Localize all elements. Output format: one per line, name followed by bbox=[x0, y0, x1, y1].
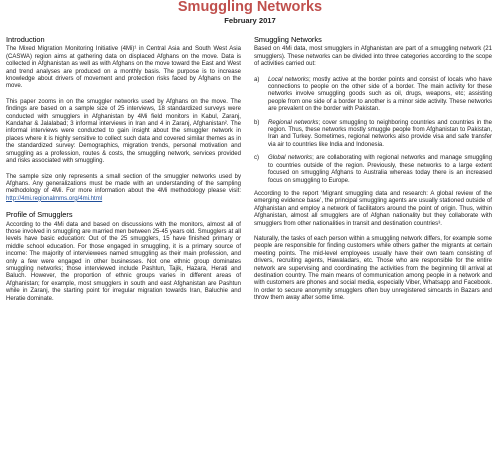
list-marker: a) bbox=[254, 76, 260, 83]
list-item-text bbox=[268, 77, 492, 114]
methodology-link[interactable]: http://4mi.regionalmms.org/4mi.html bbox=[6, 195, 103, 202]
networks-heading: Smuggling Networks bbox=[254, 35, 322, 44]
list-marker: c) bbox=[254, 155, 260, 162]
list-item-label: Regional networks bbox=[268, 119, 319, 126]
introduction-paragraph-3 bbox=[6, 174, 241, 204]
list-item-body: ; mostly active at the border points and consist of locals who have connections to people on the other side of a border. The main activity for these networks involve smuggling goods such as oil, drugs, weapons, etc; assisting people from one side of a border to another is a minor side activity. These networks are prevalent on the border with Pakistan. bbox=[268, 76, 492, 113]
list-item-label: Local networks bbox=[268, 76, 309, 83]
list-item-text bbox=[268, 155, 492, 185]
networks-paragraph-2: According to the report ‘Migrant smuggling data and research: A global review of the emerging evidence base’, the principal smuggling agents are usually stationed outside of Afghanistan and employ a network of facilitators around the point of origin. Thus, within Afghanistan, almost all smugglers are of Afghan nationality but they collaborate with smugglers from other nationalities in transit and destination countries³. bbox=[254, 190, 492, 227]
network-type-global bbox=[254, 155, 492, 185]
list-item-body: ; cover smuggling to neighboring countries and countries in the region. Thus, these networks mostly smuggle people from Afghanistan to Pakistan, Iran and Turkey. Sometimes, regional networks also provide visa and safe transfer via air to countries like India and Indonesia. bbox=[268, 119, 492, 148]
network-type-regional bbox=[254, 120, 492, 150]
methodology-text: The sample size only represents a small section of the smuggler networks used by Afghans. Any generalizations must be made with an understanding of the sampling methodology of 4Mi. For more information about the 4Mi methodology please visit: bbox=[6, 173, 241, 195]
list-item-text bbox=[268, 120, 492, 150]
networks-paragraph-1: Based on 4Mi data, most smugglers in Afghanistan are part of a smuggling network (21 smugglers). These networks can be divided into three categories according to the scope of activities carried out: bbox=[254, 46, 492, 68]
profile-heading: Profile of Smugglers bbox=[6, 210, 73, 220]
networks-paragraph-3: Naturally, the tasks of each person within a smuggling network differs, for example some people are responsible for finding customers while others gather the migrants at certain meeting points. The mid-level employees usually have their own team consisting of drivers, recruiting agents, Hawaladars, etc. Those who are responsible for the entire network are supervising and coordinating the activities from the beginning till arrival at destination country. The main means of communication among people in a network and with customers are phones and social media, especially Viber, Whatsapp and Facebook. In order to secure anonymity smugglers often buy unregistered simcards in Bazars and throw them away after some time. bbox=[254, 235, 492, 302]
left-column bbox=[6, 36, 241, 311]
list-marker: b) bbox=[254, 119, 260, 126]
introduction-paragraph-1: The Mixed Migration Monitoring Initiative (4Mi)¹ in Central Asia and South West Asia (CASWA) region aims at gathering data on displaced Afghans on the move. Data is collected in Afghanistan as well as with Afghans on the move toward the East and West and trend analyses are produced on a monthly basis. The purpose is to increase knowledge about drivers of movement and protection risks faced by Afghans on the move. bbox=[6, 46, 241, 90]
list-item-label: Global networks bbox=[268, 155, 313, 162]
introduction-paragraph-2: This paper zooms in on the smuggler networks used by Afghans on the move. The findings are based on a sample size of 25 interviews, 18 standardized surveys were conducted with smugglers in Afghanistan by 4Mi field monitors in Kabul, Zaranj, Kandahar & Jalalabad; 3 informal interviews in Iran and 4 in Zaranj, Afghanistan². The informal interviews were conducted to gain insight about the smuggler network in places where it is highly sensitive to collect such data and covered similar themes as in the standardized survey: Demographics, migration trends, personal motivation and smuggling as a profession, routes & costs, the smuggling network, services provided and risks associated with smuggling. bbox=[6, 98, 241, 165]
list-item-body: ; are collaborating with regional networks and manage smuggling to countries outside of the region. Previously, these networks to a large extent focused on smuggling Afghans to Australia whereas today there is an increased focus on smuggling to Europe. bbox=[268, 155, 493, 184]
network-type-local bbox=[254, 77, 492, 114]
document-title: Smuggling Networks bbox=[177, 0, 323, 15]
right-column bbox=[254, 36, 492, 311]
introduction-heading: Introduction bbox=[6, 35, 45, 44]
profile-paragraph-1: According to the 4Mi data and based on discussions with the monitors, almost all of those involved in smuggling are married men between 25-45 years old. Smugglers at all levels have basic education: Out of the 25 smugglers, 15 have finished primary or middle school education. For those engaged in smuggling, it is a primary source of income: The majority of interviewees named smuggling as their main profession, and only a few were engaged in other businesses. Not one ethnic group dominates smuggling networks; those interviewed include Pashtun, Tajik, Hazara, Herati and Baluch. However, the proportion of ethnic groups varies in different areas of Afghanistan; for example, most smugglers in south and east Afghanistan are Pashtun while in Zaranj, the starting point for irregular migration towards Iran, Baluchie and Heratie dominate. bbox=[6, 221, 241, 302]
document-date: February 2017 bbox=[224, 16, 276, 25]
